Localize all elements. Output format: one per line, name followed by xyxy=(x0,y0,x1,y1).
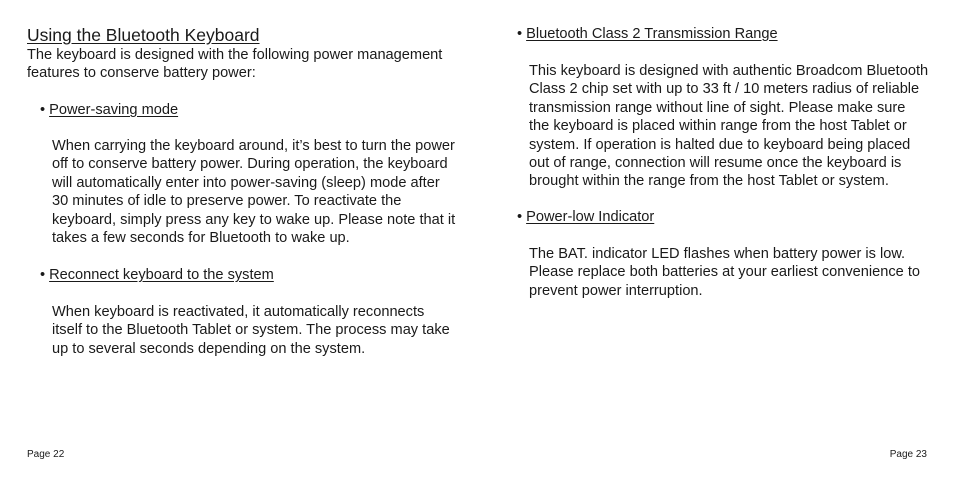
bullet-power-low-indicator xyxy=(517,208,654,226)
bullet-dot: • xyxy=(517,26,523,42)
bullet-dot: • xyxy=(40,267,46,283)
paragraph-power-low-indicator: The BAT. indicator LED flashes when battery power is low. Please replace both batteries at your earliest convenience to prevent power interruption. xyxy=(529,246,921,299)
paragraph-power-saving-mode: When carrying the keyboard around, it’s best to turn the power off to conserve battery power. During operation, the keyboard will automatically enter into power-saving (sleep) mode after 30 minutes of idle to preserve power. To reactivate the keyboard, simply press any key to wake up. Please note that it takes a few seconds for Bluetooth to wake up. xyxy=(52,138,456,247)
bullet-dot: • xyxy=(40,102,46,118)
bullet-transmission-range xyxy=(517,25,778,43)
page-number: Page 23 xyxy=(889,449,927,460)
intro-paragraph: The keyboard is designed with the following power management features to conserve battery power: xyxy=(27,47,443,82)
subheading-reconnect-keyboard: Reconnect keyboard to the system xyxy=(49,267,274,283)
bullet-reconnect-keyboard xyxy=(40,266,274,284)
paragraph-reconnect-keyboard: When keyboard is reactivated, it automatically reconnects itself to the Bluetooth Tablet or system. The process may take up to several seconds depending on the system. xyxy=(52,304,450,357)
page-number: Page 22 xyxy=(27,449,65,460)
subheading-power-saving-mode: Power-saving mode xyxy=(49,102,179,118)
bullet-power-saving-mode xyxy=(40,101,178,119)
bullet-dot: • xyxy=(517,209,523,225)
right-page xyxy=(477,0,954,477)
section-heading: Using the Bluetooth Keyboard xyxy=(27,25,260,45)
subheading-transmission-range: Bluetooth Class 2 Transmission Range xyxy=(526,26,778,42)
paragraph-transmission-range: This keyboard is designed with authentic Broadcom Bluetooth Class 2 chip set with up to 33 ft / 10 meters radius of reliable transmission range without line of sight. Please make sure the keyboard is placed within range from the host Tablet or system. If operation is halted due to keyboard being placed out of range, connection will resume once the keyboard is brought within the range from the host Tablet or system. xyxy=(529,63,929,190)
subheading-power-low-indicator: Power-low Indicator xyxy=(526,209,655,225)
